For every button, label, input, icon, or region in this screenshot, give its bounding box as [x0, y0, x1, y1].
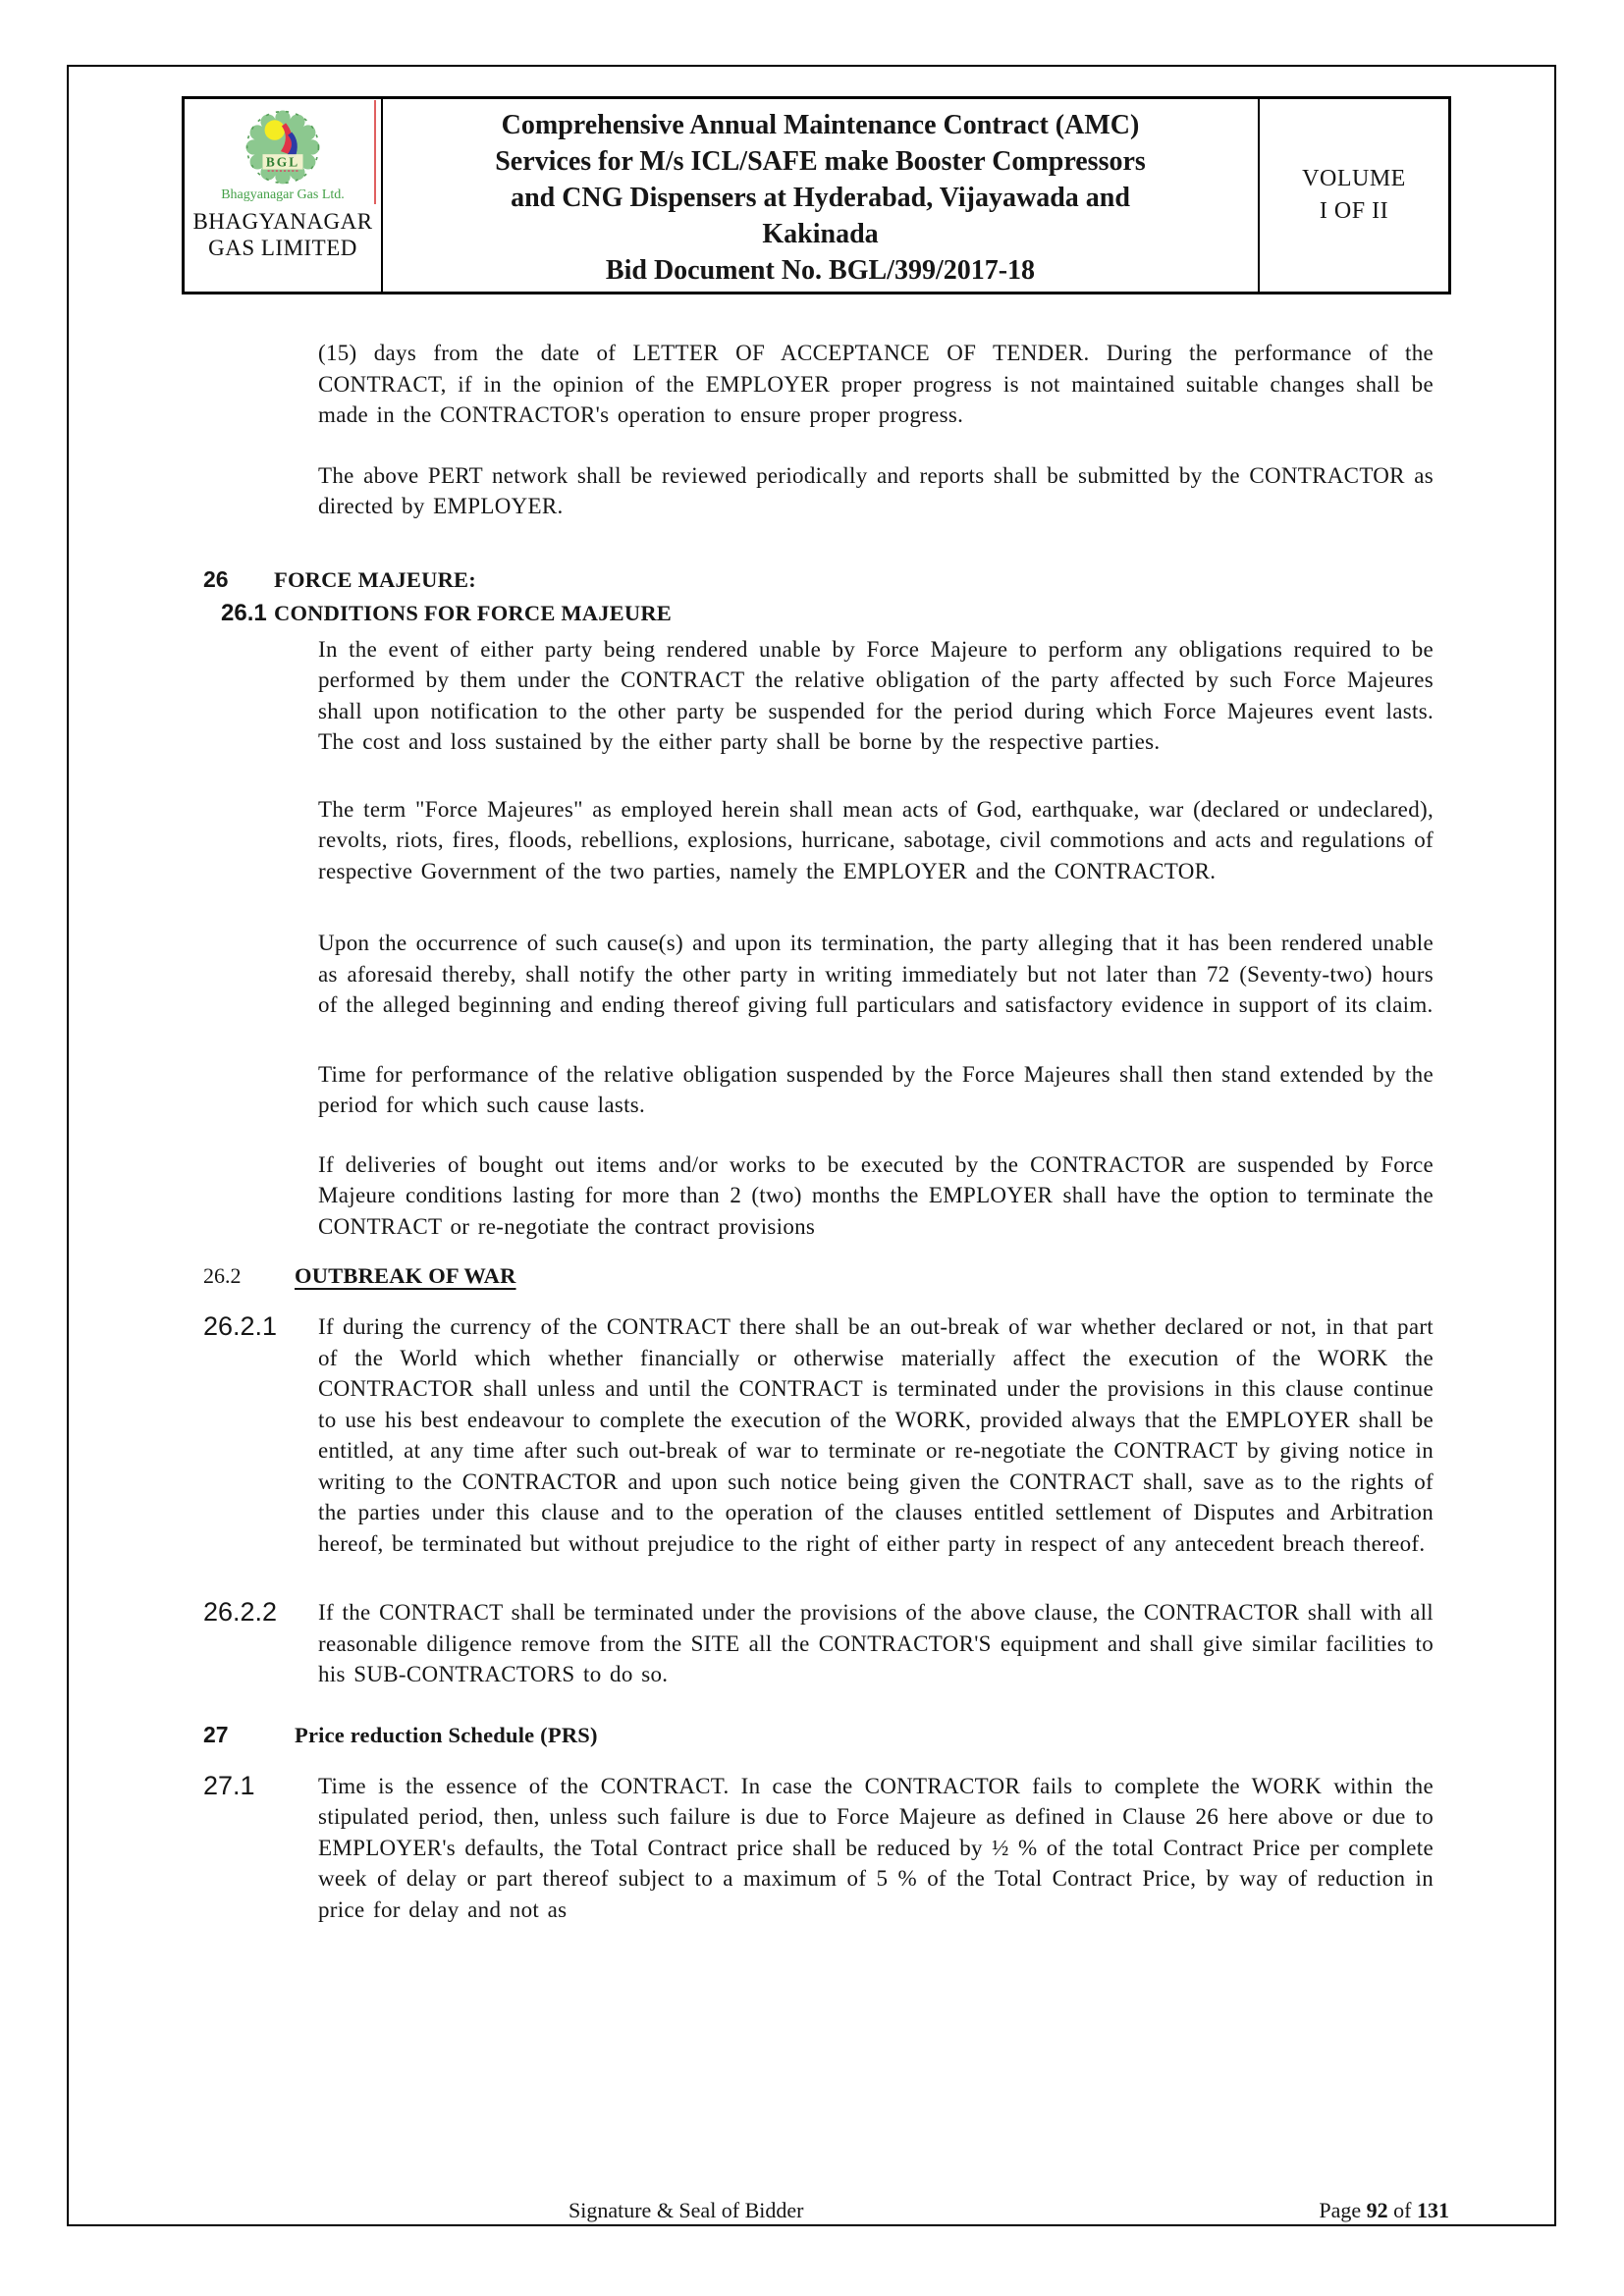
document-title-line3: and CNG Dispensers at Hyderabad, Vijayawada and	[511, 183, 1130, 213]
section-26-1-heading	[221, 597, 1554, 630]
clause-26-1-paragraph-1: In the event of either party being rendered unable by Force Majeure to perform any obligations required to be performed by them under the CONTRACT the relative obligation of the party affected by such Force Majeures shall upon notification to the other party be suspended for the period during which Force Majeures event lasts. The cost and loss sustained by the either party shall be borne by the respective parties.	[318, 636, 1434, 754]
clause-26-2-1-number: 26.2.1	[203, 1311, 278, 1341]
section-27-title: Price reduction Schedule (PRS)	[295, 1722, 598, 1747]
section-27-number: 27	[203, 1721, 229, 1747]
section-26-2-title: OUTBREAK OF WAR	[295, 1263, 516, 1288]
document-title-line4: Kakinada	[762, 219, 879, 249]
clause-26-2-1-text: If during the currency of the CONTRACT there shall be an out-break of war whether declared or not, in that part of the World which whether financially or otherwise materially affect the execution of the WORK the CONTRACTOR shall unless and until the CONTRACT is terminated under the provisions in this clause continue to use his best endeavour to complete the execution of the WORK, provided always that the EMPLOYER shall be entitled, at any time after such out-break of war to terminate or re-negotiate the CONTRACT by giving notice in writing to the CONTRACTOR and upon such notice being given the CONTRACT shall, save as to the rights of the parties under this clause and to the operation of the clauses entitled settlement of Disputes and Arbitration hereof, be terminated but without prejudice to the right of either party in respect of any antecedent breach thereof.	[318, 1314, 1434, 1556]
clause-26-1-paragraph-3: Upon the occurrence of such cause(s) and upon its termination, the party alleging that it has been rendered unable as aforesaid thereby, shall notify the other party in writing immediately but not later than 72 (Seventy-two) hours of the alleged beginning and ending thereof giving full particulars and satisfactory evidence in support of its claim.	[318, 931, 1434, 1017]
clause-26-2-2	[203, 1597, 1554, 1690]
document-title-line2: Services for M/s ICL/SAFE make Booster Compressors	[495, 146, 1146, 177]
section-26-1-number: 26.1	[221, 599, 267, 626]
section-26-heading	[203, 562, 1554, 597]
section-26-title: FORCE MAJEURE:	[274, 566, 476, 592]
page-border-frame	[67, 65, 1556, 2226]
section-26-number: 26	[203, 565, 229, 592]
section-27-heading	[203, 1718, 1554, 1752]
intro-paragraph-1: (15) days from the date of LETTER OF ACCEPTANCE OF TENDER. During the performance of the CONTRACT, if in the opinion of the EMPLOYER proper progress is not maintained suitable changes shall be made in the CONTRACTOR's operation to ensure proper progress.	[318, 341, 1434, 427]
clause-26-1-paragraph-5: If deliveries of bought out items and/or works to be executed by the CONTRACTOR are suspended by Force Majeure conditions lasting for more than 2 (two) months the EMPLOYER shall have the option to terminate the CONTRACT or re-negotiate the contract provisions	[318, 1151, 1434, 1239]
footer-page-number: 92	[1366, 2198, 1388, 2222]
clause-26-2-1	[203, 1311, 1554, 1559]
volume-label-line2: I OF II	[1319, 198, 1389, 224]
clause-27-1	[203, 1771, 1554, 1926]
clause-26-1-paragraph-2: The term "Force Majeures" as employed herein shall mean acts of God, earthquake, war (declared or undeclared), revolts, riots, fires, floods, rebellions, explosions, hurricane, sabotage, civil commotions and acts and regulations of respective Government of the two parties, namely the EMPLOYER and the CONTRACTOR.	[318, 796, 1434, 883]
clause-27-1-number: 27.1	[203, 1770, 255, 1800]
document-title-line1: Comprehensive Annual Maintenance Contract (AMC)	[501, 110, 1140, 140]
bid-document-number: Bid Document No. BGL/399/2017-18	[605, 255, 1036, 286]
clause-27-1-text: Time is the essence of the CONTRACT. In case the CONTRACTOR fails to complete the WORK within the stipulated period, then, unless such failure is due to Force Majeure as defined in Clause 26 here above or due to EMPLOYER's defaults, the Total Contract price shall be reduced by ½ % of the total Contract Price per complete week of delay or part thereof subject to a maximum of 5 % of the Total Contract Price, by way of reduction in price for delay and not as	[318, 1773, 1434, 1922]
volume-label-line1: VOLUME	[1302, 166, 1406, 191]
logo-monogram-text: BGL	[265, 154, 300, 170]
section-26-2-number: 26.2	[203, 1263, 242, 1288]
logo-caption: Bhagyanagar Gas Ltd.	[221, 187, 345, 202]
company-name-line1: BHAGYANAGAR	[192, 209, 373, 234]
clause-26-2-2-text: If the CONTRACT shall be terminated under the provisions of the above clause, the CONTRACTOR shall with all reasonable diligence remove from the SITE all the CONTRACTOR'S equipment and shall give similar facilities to his SUB-CONTRACTORS to do so.	[318, 1600, 1434, 1686]
footer-signature-label: Signature & Seal of Bidder	[568, 2198, 804, 2222]
footer-of-word: of	[1393, 2198, 1412, 2222]
intro-paragraph-2: The above PERT network shall be reviewed periodically and reports shall be submitted by the CONTRACTOR as directed by EMPLOYER.	[318, 462, 1434, 518]
clause-26-1-paragraph-4: Time for performance of the relative obligation suspended by the Force Majeures shall then stand extended by the period for which such cause lasts.	[318, 1061, 1434, 1117]
document-body	[69, 67, 1554, 1925]
footer-page-indicator	[1319, 2198, 1449, 2223]
footer-page-total: 131	[1417, 2198, 1449, 2222]
company-name-line2: GAS LIMITED	[208, 236, 357, 260]
footer-page-word: Page	[1319, 2198, 1362, 2222]
section-26-2-heading	[203, 1259, 1554, 1293]
clause-26-2-2-number: 26.2.2	[203, 1597, 278, 1627]
section-26-1-title: CONDITIONS FOR FORCE MAJEURE	[274, 600, 672, 625]
